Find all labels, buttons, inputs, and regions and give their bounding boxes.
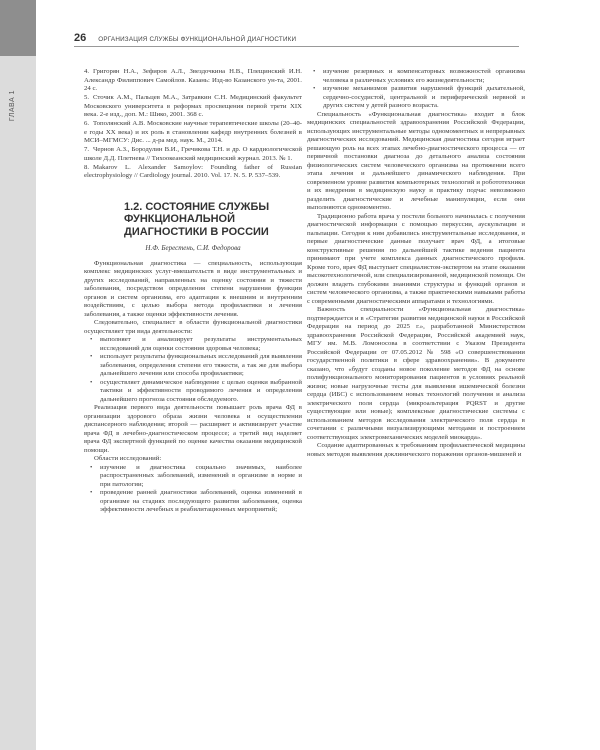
reference-number: 6. (84, 120, 90, 127)
paragraph: Области исследований: (94, 455, 162, 462)
reference-number: 7. (84, 146, 90, 153)
reference-item (84, 120, 302, 146)
bullet-list (307, 68, 525, 111)
section-heading: 1.2. СОСТОЯНИЕ СЛУЖБЫ ФУНКЦИОНАЛЬНОЙ ДИАГНОСТИКИ В РОССИИ (124, 200, 270, 238)
chapter-tab (0, 0, 36, 56)
left-column (84, 68, 302, 515)
reference-number: 4. (84, 68, 90, 75)
reference-text: Makarov L. Alexander Samoylov: Founding father of Russian electrophysiology // Cardiology journal. 2010. Vol. 17. N. 5. P. 537–539. (84, 163, 302, 179)
paragraph: Традиционно работа врача у постели больного начиналась с получения диагностической информации с помощью перкуссии, аускультации и пальпации. Сегодня к ним добавились инструментальные исследования, и первые диагностические данные получает врач ФД, а итоговые конструктивные решения по дальнейшей тактике ведения пациента принимают при учете комплекса данных диагностического профиля. Кроме того, врач ФД выступает специалистом-экспертом на этапе оказания высокотехнологичной, или специализированной, медицинской помощи. Он должен владеть глубокими знаниями структуры и функций органов и систем человеческого организма, а также практическими навыками работы с современными диагностическими аппаратами и технологиями. (307, 212, 525, 305)
right-column (307, 68, 525, 459)
paragraph: Специальность «Функциональная диагностика» входит в блок медицинских специальностей здравоохранения Российской Федерации, использующих инструментальные методы одномоментных и непрерывных диагностических исследований. Медицинская диагностика сегодня играет решающую роль на всех этапах лечебно-диагностического процесса — от первичной постановки диагноза до детального анализа состояния физиологических систем человеческого организма на протяжении всего этапа лечения и дальнейшего динамического наблюдения. При современном уровне развития компьютерных технологий и робототехники и их внедрения в медицинскую науку и практику подчас невозможно разделить диагностические и лечебные манипуляции, если они выполняются одномоментно. (307, 110, 525, 211)
paragraph: Функциональная диагностика — специальность, использующая комплекс медицинских услуг-вмешательств в виде инструментальных и других исследований, направленных на оценку состояния и тяжести заболевания, посредством определения степени нарушения функции органов и систем организма, его адаптации к внешним и внутренним воздействиям, с целью выбора метода профилактики и лечения заболевания, а также оценки эффективности лечения. (84, 259, 302, 318)
bullet-item: • осуществляет динамическое наблюдение с целью оценки выбранной тактики и эффективности проводимого лечения и определения дальнейшего прогноза состояния обследуемого. (84, 379, 302, 405)
page-header (74, 32, 524, 44)
reference-text: Тополянский А.В. Московские научные терапевтические школы (20–40-е годы XX века) и их роль в становлении кафедр внутренних болезней в МСИ–МГМСУ: Дис. ... д-ра мед. наук. М., 2014. (84, 120, 302, 144)
chapter-side-label: ГЛАВА 1 (9, 90, 16, 122)
header-rule (74, 46, 519, 47)
paragraph: Реализация первого вида деятельности повышает роль врача ФД в организации здорового образа жизни человека и осуществлении диспансерного наблюдения; второй — расширяет и активизирует участие врача ФД в лечебно-диагностическом процессе; а третий вид наделяет врача ФД экспертной функцией по оценке качества оказания медицинской помощи. (84, 404, 302, 454)
reference-number: 8. (84, 163, 90, 171)
bullet-item: • изучение механизмов развития нарушений функций дыхательной, сердечно-сосудистой, центральной и периферической нервной и других систем у детей разного возраста. (307, 85, 525, 111)
paragraph: Важность специальности «Функциональная диагностика» подтверждается и в «Стратегии развития медицинской науки в Российской Федерации на период до 2025 г.», разработанной Министерством здравоохранения Российской Федерации, Российской академией наук, МГУ им. М.В. Ломоносова в соответствии с Указом Президента Российской Федерации от 07.05.2012 № 598 «О совершенствовании государственной политики в сфере здравоохранения». В документе сказано, что «будут созданы новое поколение методов ФД на основе полифункционального мониторирования пациентов в условиях реальной жизни; новые нагрузочные тесты для выявления ишемической болезни сердца (ИБС) с использованием новых технологий получения и анализа электрического поля сердца (микроальтерация PQRST и другие существующие или новые); комплексные диагностические системы с использованием методов исследования электрического поля сердца в сочетании с различными визуализирующими методами и построением соответствующих электромеханических моделей миокарда». (307, 306, 525, 441)
reference-text: Григорян Н.А., Зефиров А.Л., Звездочкина Н.В., Плещинский И.Н. Александр Филиппович Самойлов. Казань: Изд-во Казанского ун-та, 2001. 24 с. (84, 68, 302, 92)
side-strip (0, 0, 36, 750)
reference-item (84, 164, 302, 181)
section-authors: Н.Ф. Берестень, С.И. Федорова (145, 244, 241, 252)
bullet-item: • изучение и диагностика социально значимых, наиболее распространенных заболеваний, изменений в организме в норме и при патологии; (84, 464, 302, 490)
reference-text: Сточик А.М., Пальцев М.А., Затравкин С.Н. Медицинский факультет Московского университета в реформах просвещения первой трети XIX века. 2-е изд., доп. М.: Шико, 2001. 368 с. (84, 94, 302, 118)
bullet-list (84, 336, 302, 404)
reference-item (84, 146, 302, 163)
page-number: 26 (74, 32, 87, 44)
reference-text: Чернов А.З., Бородулин В.И., Гречикова Т.Н. и др. О кардиологической школе Д.Д. Плетнева // Тихоокеанский медицинский журнал. 2013. № 1. (84, 146, 302, 162)
paragraph: Создание адаптированных к требованиям профилактической медицины новых методов выявления доклинического поражения органов-мишеней и (307, 442, 525, 458)
bullet-item: • использует результаты функциональных исследований для выявления заболевания, определения степени его тяжести, а так же для выбора дальнейшего лечения или способа профилактики; (84, 353, 302, 379)
bullet-list (84, 464, 302, 515)
bullet-item: • изучение резервных и компенсаторных возможностей организма человека в различных условиях его жизнедеятельности; (307, 68, 525, 85)
bullet-item: • проведение ранней диагностики заболеваний, оценка изменений в организме на стадиях последующего развития заболевания, оценка эффективности лечебных и реабилитационных мероприятий; (84, 489, 302, 515)
reference-item (84, 68, 302, 94)
running-title: ОРГАНИЗАЦИЯ СЛУЖБЫ ФУНКЦИОНАЛЬНОЙ ДИАГНОСТИКИ (98, 36, 297, 43)
reference-list (84, 68, 302, 181)
bullet-item: • выполняет и анализирует результаты инструментальных исследований для оценки состояния здоровья человека; (84, 336, 302, 353)
paragraph: Следовательно, специалист в области функциональной диагностики осуществляет три вида деятельности: (84, 319, 302, 335)
reference-number: 5. (84, 94, 90, 101)
reference-item (84, 94, 302, 120)
